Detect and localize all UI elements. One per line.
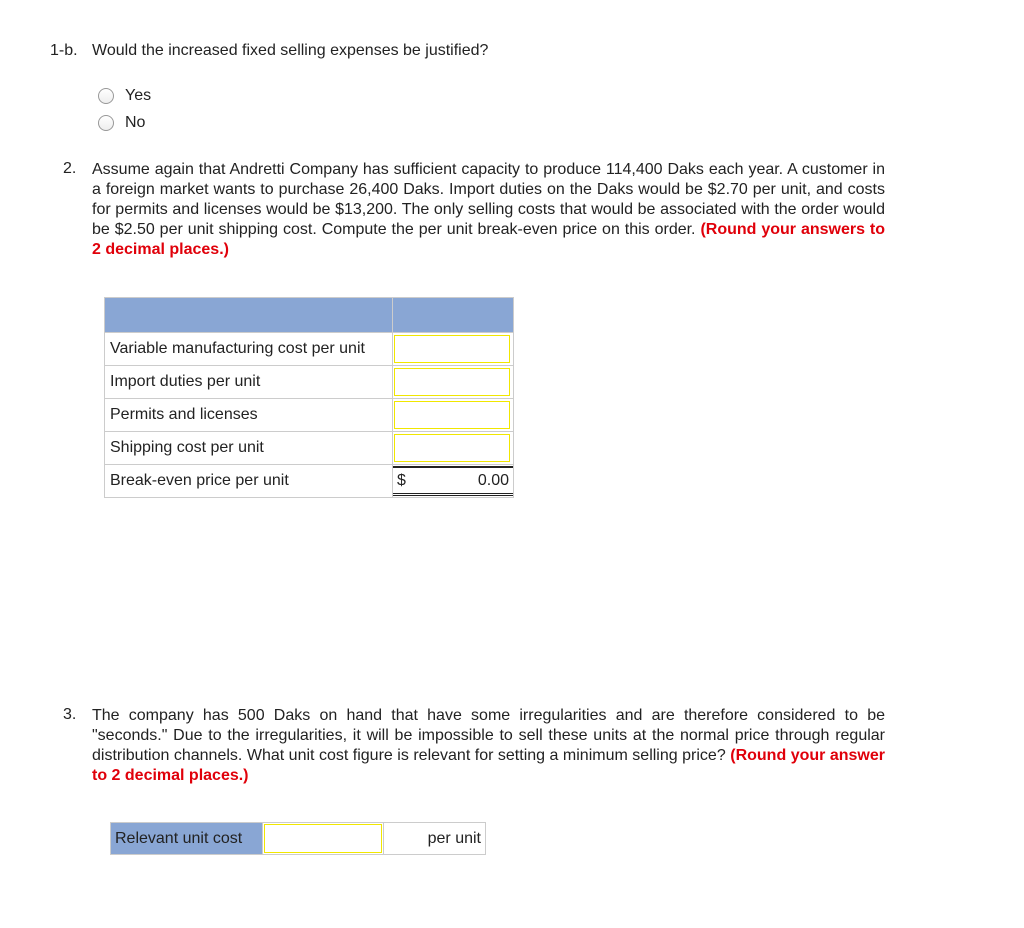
radio-circle[interactable] [98,115,114,131]
row-label: Relevant unit cost [111,823,263,855]
table-row [105,432,514,465]
row-label: Shipping cost per unit [105,432,393,465]
radio-yes[interactable] [98,87,151,105]
variable-cost-input[interactable] [394,335,510,363]
shipping-cost-input[interactable] [394,434,510,462]
question-number: 3. [63,706,77,723]
table-row [105,333,514,366]
radio-no[interactable] [98,114,145,132]
question-number: 1-b. [50,42,78,59]
question-number: 2. [63,160,77,177]
rounding-instruction: (Round your answer to 2 decimal places.) [92,747,885,784]
question-1b [50,42,488,60]
total-value: 0.00 [477,471,509,489]
row-label: Variable manufacturing cost per unit [105,333,393,366]
header-cell [105,298,393,333]
question-3-text [92,706,885,786]
table-row [105,399,514,432]
question-text: Assume again that Andretti Company has sufficient capacity to produce 114,400 Daks each year. A customer in a foreign market wants to purchase 26,400 Daks. Import duties on the Daks would be $2.70 per unit, and costs for permits and licenses would be $13,200. The only selling costs that would be associated with the order would be $2.50 per unit shipping cost. Compute the per unit break-even price on this order. [92,161,885,238]
radio-label: No [125,114,146,131]
rounding-instruction: (Round your answers to 2 decimal places.) [92,221,886,258]
import-duties-input[interactable] [394,368,510,396]
table-row [105,366,514,399]
relevant-cost-table [110,822,486,855]
permits-input[interactable] [394,401,510,429]
question-text: The company has 500 Daks on hand that have some irregularities and are therefore considered to be "seconds." Due to the irregularities, it will be impossible to sell these units at the normal price through regular distribution channels. What unit cost figure is relevant for setting a minimum selling price? [92,707,885,764]
break-even-table [104,297,514,498]
currency-symbol: $ [397,471,406,489]
break-even-total [393,466,513,496]
question-2-text [92,160,885,260]
table-row [105,465,514,498]
question-text: Would the increased fixed selling expenses be justified? [92,42,489,59]
radio-label: Yes [125,87,152,104]
radio-circle[interactable] [98,88,114,104]
row-label: Import duties per unit [105,366,393,399]
header-cell [393,298,514,333]
row-label: Break-even price per unit [105,465,393,498]
relevant-unit-cost-input[interactable] [264,824,382,853]
row-label: Permits and licenses [105,399,393,432]
unit-label: per unit [384,823,486,855]
